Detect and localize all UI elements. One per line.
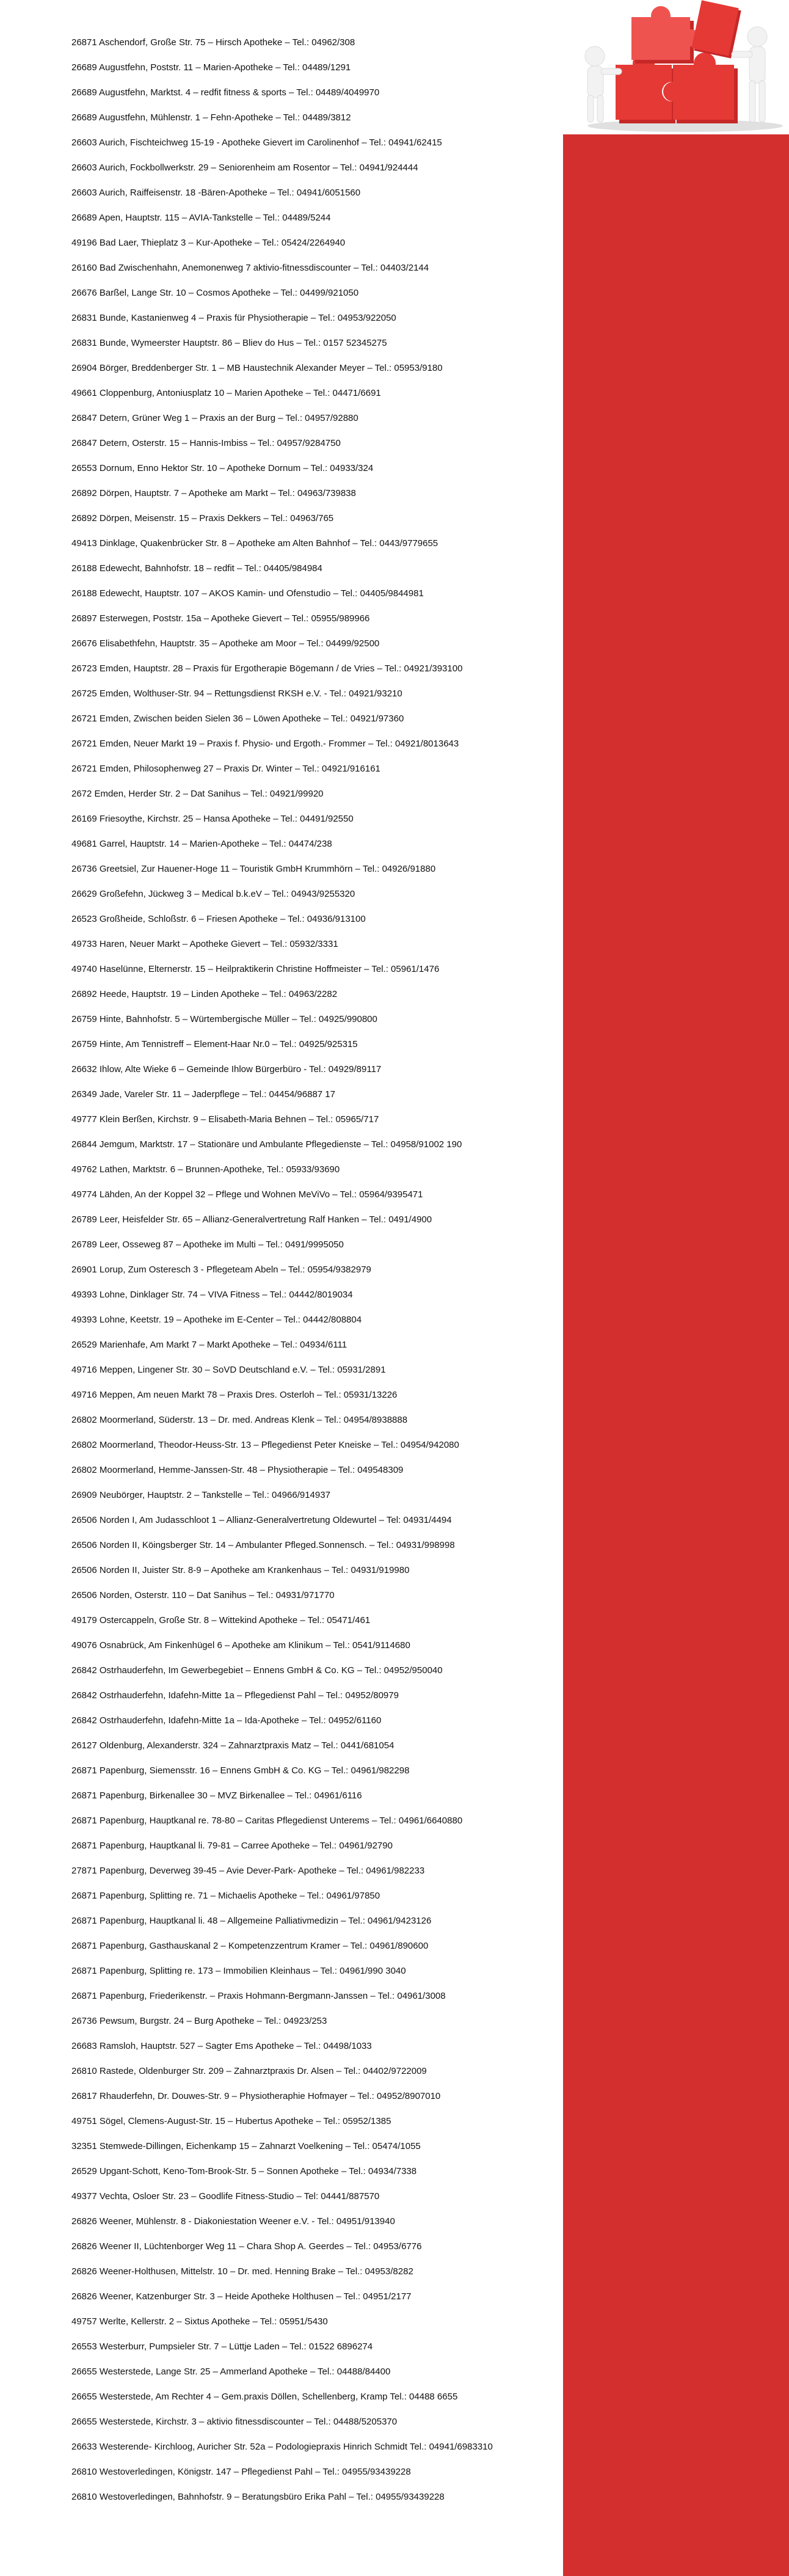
list-item: 26603 Aurich, Raiffeisenstr. 18 -Bären-Apotheke – Tel.: 04941/6051560: [71, 188, 361, 198]
list-item: 26817 Rhauderfehn, Dr. Douwes-Str. 9 – Physiotheraphie Hofmayer – Tel.: 04952/8907010: [71, 2091, 441, 2101]
list-item: 26904 Börger, Breddenberger Str. 1 – MB Haustechnik Alexander Meyer – Tel.: 05953/9180: [71, 363, 443, 373]
list-item: 26826 Weener, Mühlenstr. 8 - Diakoniestation Weener e.V. - Tel.: 04951/913940: [71, 2216, 395, 2227]
list-item: 26188 Edewecht, Hauptstr. 107 – AKOS Kamin- und Ofenstudio – Tel.: 04405/9844981: [71, 588, 424, 599]
list-item: 26831 Bunde, Kastanienweg 4 – Praxis für Physiotherapie – Tel.: 04953/922050: [71, 313, 396, 323]
puzzle-figures-image: [563, 0, 789, 134]
list-item: 49681 Garrel, Hauptstr. 14 – Marien-Apotheke – Tel.: 04474/238: [71, 839, 332, 849]
list-item: 26892 Dörpen, Hauptstr. 7 – Apotheke am Markt – Tel.: 04963/739838: [71, 488, 356, 498]
list-item: 26901 Lorup, Zum Osteresch 3 - Pflegeteam Abeln – Tel.: 05954/9382979: [71, 1264, 371, 1275]
list-item: 26871 Papenburg, Gasthauskanal 2 – Kompetenzzentrum Kramer – Tel.: 04961/890600: [71, 1941, 429, 1951]
list-item: 26909 Neubörger, Hauptstr. 2 – Tankstelle – Tel.: 04966/914937: [71, 1490, 330, 1500]
list-item: 26871 Papenburg, Siemensstr. 16 – Ennens GmbH & Co. KG – Tel.: 04961/982298: [71, 1765, 410, 1776]
list-item: 26810 Westoverledingen, Königstr. 147 – Pflegedienst Pahl – Tel.: 04955/93439228: [71, 2467, 411, 2477]
list-item: 26603 Aurich, Fischteichweg 15-19 - Apotheke Gievert im Carolinenhof – Tel.: 04941/62415: [71, 137, 442, 148]
list-item: 26789 Leer, Osseweg 87 – Apotheke im Multi – Tel.: 0491/9995050: [71, 1239, 344, 1250]
list-item: 49774 Lähden, An der Koppel 32 – Pflege und Wohnen MeViVo – Tel.: 05964/9395471: [71, 1189, 423, 1200]
list-item: 26844 Jemgum, Marktstr. 17 – Stationäre und Ambulante Pflegedienste – Tel.: 04958/91002 190: [71, 1139, 462, 1150]
list-item: 26506 Norden, Osterstr. 110 – Dat Sanihus – Tel.: 04931/971770: [71, 1590, 335, 1600]
list-item: 26676 Elisabethfehn, Hauptstr. 35 – Apotheke am Moor – Tel.: 04499/92500: [71, 638, 380, 649]
list-item: 26810 Rastede, Oldenburger Str. 209 – Zahnarztpraxis Dr. Alsen – Tel.: 04402/9722009: [71, 2066, 427, 2076]
list-item: 26721 Emden, Zwischen beiden Sielen 36 – Löwen Apotheke – Tel.: 04921/97360: [71, 713, 404, 724]
list-item: 26349 Jade, Vareler Str. 11 – Jaderpflege – Tel.: 04454/96887 17: [71, 1089, 335, 1100]
list-item: 26871 Papenburg, Hauptkanal li. 79-81 – Carree Apotheke – Tel.: 04961/92790: [71, 1841, 393, 1851]
list-item: 26676 Barßel, Lange Str. 10 – Cosmos Apotheke – Tel.: 04499/921050: [71, 288, 359, 298]
list-item: 26871 Papenburg, Splitting re. 173 – Immobilien Kleinhaus – Tel.: 04961/990 3040: [71, 1966, 406, 1976]
list-item: 26529 Marienhafe, Am Markt 7 – Markt Apotheke – Tel.: 04934/6111: [71, 1340, 347, 1350]
list-item: 49757 Werlte, Kellerstr. 2 – Sixtus Apotheke – Tel.: 05951/5430: [71, 2316, 328, 2327]
list-item: 26629 Großefehn, Jückweg 3 – Medical b.k.eV – Tel.: 04943/9255320: [71, 889, 355, 899]
list-item: 26725 Emden, Wolthuser-Str. 94 – Rettungsdienst RKSH e.V. - Tel.: 04921/93210: [71, 688, 402, 699]
list-item: 49413 Dinklage, Quakenbrücker Str. 8 – Apotheke am Alten Bahnhof – Tel.: 0443/9779655: [71, 538, 438, 549]
list-item: 26633 Westerende- Kirchloog, Auricher Str. 52a – Podologiepraxis Hinrich Schmidt Tel.: 04941/6983310: [71, 2442, 493, 2452]
list-item: 49777 Klein Berßen, Kirchstr. 9 – Elisabeth-Maria Behnen – Tel.: 05965/717: [71, 1114, 379, 1125]
list-item: 26736 Greetsiel, Zur Hauener-Hoge 11 – Touristik GmbH Krummhörn – Tel.: 04926/91880: [71, 864, 436, 874]
list-item: 26603 Aurich, Fockbollwerkstr. 29 – Seniorenheim am Rosentor – Tel.: 04941/924444: [71, 162, 418, 173]
list-item: 26721 Emden, Philosophenweg 27 – Praxis Dr. Winter – Tel.: 04921/916161: [71, 764, 380, 774]
list-item: 26160 Bad Zwischenhahn, Anemonenweg 7 aktivio-fitnessdiscounter – Tel.: 04403/2144: [71, 263, 429, 273]
list-item: 49377 Vechta, Osloer Str. 23 – Goodlife Fitness-Studio – Tel: 04441/887570: [71, 2191, 380, 2202]
list-item: 49716 Meppen, Am neuen Markt 78 – Praxis Dres. Osterloh – Tel.: 05931/13226: [71, 1390, 398, 1400]
list-item: 49076 Osnabrück, Am Finkenhügel 6 – Apotheke am Klinikum – Tel.: 0541/9114680: [71, 1640, 410, 1651]
list-item: 26842 Ostrhauderfehn, Idafehn-Mitte 1a – Pflegedienst Pahl – Tel.: 04952/80979: [71, 1690, 399, 1701]
list-item: 49733 Haren, Neuer Markt – Apotheke Gievert – Tel.: 05932/3331: [71, 939, 338, 949]
list-item: 26759 Hinte, Bahnhofstr. 5 – Würtembergische Müller – Tel.: 04925/990800: [71, 1014, 377, 1024]
list-item: 49716 Meppen, Lingener Str. 30 – SoVD Deutschland e.V. – Tel.: 05931/2891: [71, 1365, 386, 1375]
list-item: 26871 Papenburg, Hauptkanal li. 48 – Allgemeine Palliativmedizin – Tel.: 04961/9423126: [71, 1916, 432, 1926]
list-item: 26802 Moormerland, Theodor-Heuss-Str. 13 – Pflegedienst Peter Kneiske – Tel.: 04954/942080: [71, 1440, 459, 1450]
list-item: 49196 Bad Laer, Thieplatz 3 – Kur-Apotheke – Tel.: 05424/2264940: [71, 238, 346, 248]
list-item: 26689 Augustfehn, Poststr. 11 – Marien-Apotheke – Tel.: 04489/1291: [71, 62, 351, 73]
list-item: 26842 Ostrhauderfehn, Im Gewerbegebiet – Ennens GmbH & Co. KG – Tel.: 04952/950040: [71, 1665, 443, 1676]
list-item: 26897 Esterwegen, Poststr. 15a – Apotheke Gievert – Tel.: 05955/989966: [71, 613, 370, 624]
list-item: 26826 Weener II, Lüchtenborger Weg 11 – Chara Shop A. Geerdes – Tel.: 04953/6776: [71, 2241, 422, 2252]
list-item: 26506 Norden I, Am Judasschloot 1 – Allianz-Generalvertretung Oldewurtel – Tel: 04931/4494: [71, 1515, 452, 1525]
list-item: 26127 Oldenburg, Alexanderstr. 324 – Zahnarztpraxis Matz – Tel.: 0441/681054: [71, 1740, 394, 1751]
list-item: 26188 Edewecht, Bahnhofstr. 18 – redfit – Tel.: 04405/984984: [71, 563, 322, 574]
list-item: 26723 Emden, Hauptstr. 28 – Praxis für Ergotherapie Bögemann / de Vries – Tel.: 04921/393100: [71, 663, 463, 674]
list-item: 32351 Stemwede-Dillingen, Eichenkamp 15 – Zahnarzt Voelkening – Tel.: 05474/1055: [71, 2141, 421, 2151]
list-item: 2672 Emden, Herder Str. 2 – Dat Sanihus – Tel.: 04921/99920: [71, 789, 324, 799]
list-item: 26826 Weener-Holthusen, Mittelstr. 10 – Dr. med. Henning Brake – Tel.: 04953/8282: [71, 2266, 413, 2277]
list-item: 26689 Augustfehn, Marktst. 4 – redfit fitness & sports – Tel.: 04489/4049970: [71, 87, 380, 98]
list-item: 26553 Westerburr, Pumpsieler Str. 7 – Lüttje Laden – Tel.: 01522 6896274: [71, 2341, 373, 2352]
list-item: 49661 Cloppenburg, Antoniusplatz 10 – Marien Apotheke – Tel.: 04471/6691: [71, 388, 381, 398]
list-item: 26721 Emden, Neuer Markt 19 – Praxis f. Physio- und Ergoth.- Frommer – Tel.: 04921/8013643: [71, 739, 459, 749]
list-item: 49740 Haselünne, Elternerstr. 15 – Heilpraktikerin Christine Hoffmeister – Tel.: 05961/1476: [71, 964, 440, 974]
list-item: 26842 Ostrhauderfehn, Idafehn-Mitte 1a – Ida-Apotheke – Tel.: 04952/61160: [71, 1715, 382, 1726]
list-item: 26655 Westerstede, Kirchstr. 3 – aktivio fitnessdiscounter – Tel.: 04488/5205370: [71, 2417, 398, 2427]
sidebar: [563, 0, 789, 2576]
list-item: 26802 Moormerland, Süderstr. 13 – Dr. med. Andreas Klenk – Tel.: 04954/8938888: [71, 1415, 408, 1425]
puzzle-figures-illustration: [563, 0, 789, 134]
list-item: 26506 Norden II, Juister Str. 8-9 – Apotheke am Krankenhaus – Tel.: 04931/919980: [71, 1565, 410, 1575]
list-item: 26655 Westerstede, Am Rechter 4 – Gem.praxis Döllen, Schellenberg, Kramp Tel.: 04488 6655: [71, 2392, 458, 2402]
list-item: 26689 Augustfehn, Mühlenstr. 1 – Fehn-Apotheke – Tel.: 04489/3812: [71, 112, 351, 123]
list-item: 26789 Leer, Heisfelder Str. 65 – Allianz-Generalvertretung Ralf Hanken – Tel.: 0491/4900: [71, 1214, 432, 1225]
list-item: 26871 Papenburg, Hauptkanal re. 78-80 – Caritas Pflegedienst Unterems – Tel.: 04961/6640880: [71, 1815, 463, 1826]
list-item: 27871 Papenburg, Deverweg 39-45 – Avie Dever-Park- Apotheke – Tel.: 04961/982233: [71, 1866, 425, 1876]
list-item: 26847 Detern, Osterstr. 15 – Hannis-Imbiss – Tel.: 04957/9284750: [71, 438, 341, 448]
list-item: 26689 Apen, Hauptstr. 115 – AVIA-Tankstelle – Tel.: 04489/5244: [71, 213, 331, 223]
list-item: 26655 Westerstede, Lange Str. 25 – Ammerland Apotheke – Tel.: 04488/84400: [71, 2366, 391, 2377]
list-item: 26759 Hinte, Am Tennistreff – Element-Haar Nr.0 – Tel.: 04925/925315: [71, 1039, 358, 1049]
list-item: 26847 Detern, Grüner Weg 1 – Praxis an der Burg – Tel.: 04957/92880: [71, 413, 358, 423]
list-item: 26892 Heede, Hauptstr. 19 – Linden Apotheke – Tel.: 04963/2282: [71, 989, 338, 999]
list-item: 49179 Ostercappeln, Große Str. 8 – Wittekind Apotheke – Tel.: 05471/461: [71, 1615, 371, 1626]
list-item: 26683 Ramsloh, Hauptstr. 527 – Sagter Ems Apotheke – Tel.: 04498/1033: [71, 2041, 372, 2051]
list-item: 49762 Lathen, Marktstr. 6 – Brunnen-Apotheke, Tel.: 05933/93690: [71, 1164, 340, 1175]
list-item: 26892 Dörpen, Meisenstr. 15 – Praxis Dekkers – Tel.: 04963/765: [71, 513, 334, 524]
list-item: 26169 Friesoythe, Kirchstr. 25 – Hansa Apotheke – Tel.: 04491/92550: [71, 814, 354, 824]
list-item: 26871 Aschendorf, Große Str. 75 – Hirsch Apotheke – Tel.: 04962/308: [71, 37, 355, 48]
list-item: 26736 Pewsum, Burgstr. 24 – Burg Apotheke – Tel.: 04923/253: [71, 2016, 327, 2026]
list-item: 26826 Weener, Katzenburger Str. 3 – Heide Apotheke Holthusen – Tel.: 04951/2177: [71, 2291, 412, 2302]
list-item: 26523 Großheide, Schloßstr. 6 – Friesen Apotheke – Tel.: 04936/913100: [71, 914, 366, 924]
list-item: 49393 Lohne, Dinklager Str. 74 – VIVA Fitness – Tel.: 04442/8019034: [71, 1290, 353, 1300]
list-item: 26871 Papenburg, Birkenallee 30 – MVZ Birkenallee – Tel.: 04961/6116: [71, 1790, 362, 1801]
list-item: 26871 Papenburg, Splitting re. 71 – Michaelis Apotheke – Tel.: 04961/97850: [71, 1891, 380, 1901]
list-item: 26802 Moormerland, Hemme-Janssen-Str. 48 – Physiotherapie – Tel.: 049548309: [71, 1465, 404, 1475]
list-item: 49393 Lohne, Keetstr. 19 – Apotheke im E-Center – Tel.: 04442/808804: [71, 1315, 362, 1325]
list-item: 26871 Papenburg, Friederikenstr. – Praxis Hohmann-Bergmann-Janssen – Tel.: 04961/3008: [71, 1991, 446, 2001]
list-item: 26810 Westoverledingen, Bahnhofstr. 9 – Beratungsbüro Erika Pahl – Tel.: 04955/93439228: [71, 2492, 445, 2502]
list-item: 26529 Upgant-Schott, Keno-Tom-Brook-Str. 5 – Sonnen Apotheke – Tel.: 04934/7338: [71, 2166, 417, 2176]
list-item: 26553 Dornum, Enno Hektor Str. 10 – Apotheke Dornum – Tel.: 04933/324: [71, 463, 374, 473]
list-item: 26506 Norden II, Köingsberger Str. 14 – Ambulanter Pfleged.Sonnensch. – Tel.: 04931/998998: [71, 1540, 455, 1550]
list-item: 26831 Bunde, Wymeerster Hauptstr. 86 – Bliev do Hus – Tel.: 0157 52345275: [71, 338, 387, 348]
list-item: 26632 Ihlow, Alte Wieke 6 – Gemeinde Ihlow Bürgerbüro - Tel.: 04929/89117: [71, 1064, 382, 1075]
list-item: 49751 Sögel, Clemens-August-Str. 15 – Hubertus Apotheke – Tel.: 05952/1385: [71, 2116, 391, 2126]
